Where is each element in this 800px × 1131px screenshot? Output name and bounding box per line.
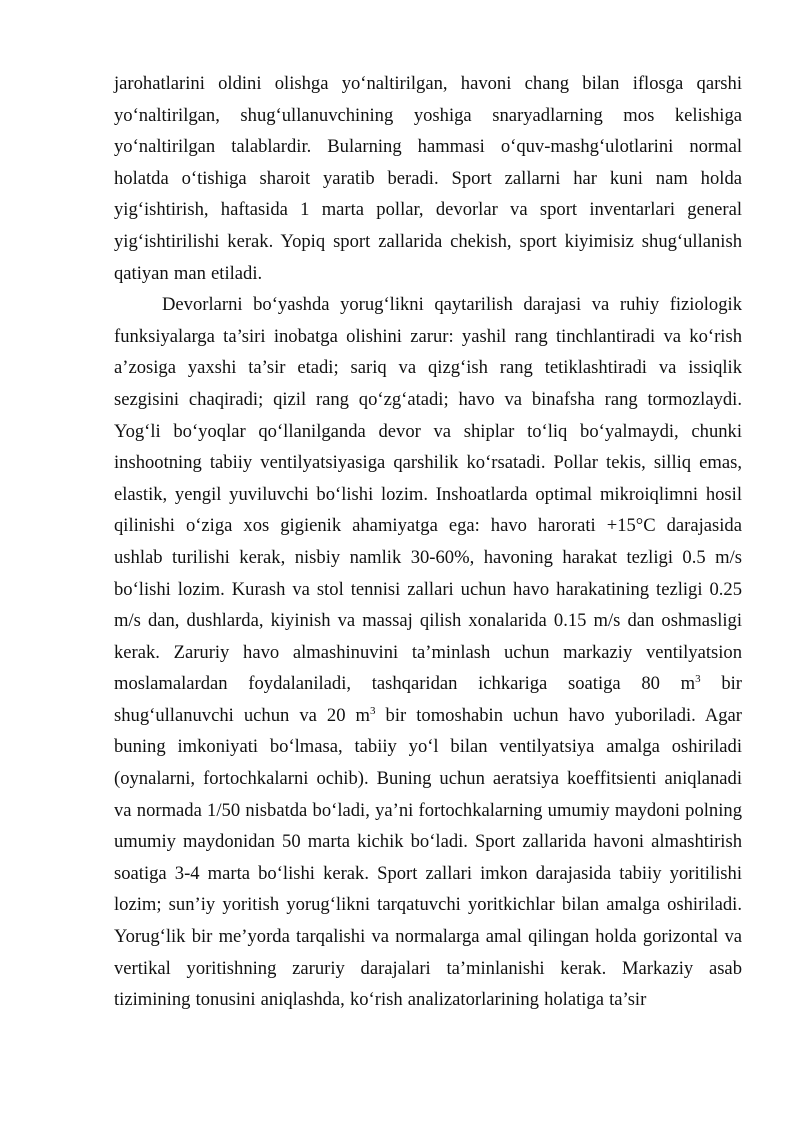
paragraph-1-text: jarohatlarini oldini olishga yo‘naltirilgan, havoni chang bilan iflosga qarshi yo‘naltirilgan, shug‘ullanuvchining yoshiga snaryadlarning mos kelishiga yo‘naltirilgan talablardir. Bularning hammasi o‘quv-mashg‘ulotlarini normal holatda o‘tishiga sharoit yaratib beradi. Sport zallarni har kuni nam holda yig‘ishtirish, haftasida 1 marta pollar, devorlar va sport inventarlari general yig‘ishtirilishi kerak. Yopiq sport zallarida chekish, sport kiyimisiz shug‘ullanish qatiyan man etiladi. — [114, 73, 742, 284]
document-page — [114, 68, 742, 1016]
paragraph-2-text-part-3: bir tomoshabin uchun havo yuboriladi. Agar buning imkoniyati bo‘lmasa, tabiiy yo‘l bilan ventilyatsiya amalga oshiriladi (oynalarni, fortochkalarni ochib). Buning uchun aeratsiya koeffitsienti aniqlanadi va normada 1/50 nisbatda bo‘ladi, ya’ni fortochkalarning umumiy maydoni polning umumiy maydonidan 50 marta kichik bo‘ladi. Sport zallarida havoni almashtirish soatiga 3-4 marta bo‘lishi kerak. Sport zallari imkon darajasida tabiiy yoritilishi lozim; sun’iy yoritish yorug‘likni tarqatuvchi yoritkichlar bilan amalga oshiriladi. Yorug‘lik bir me’yorda tarqalishi va normalarga amal qilingan holda gorizontal va vertikal yoritishning zaruriy darajalari ta’minlanishi kerak. Markaziy asab tizimining tonusini aniqlashda, ko‘rish analizatorlarining holatiga ta’sir — [114, 704, 742, 1011]
paragraph-2-text-part-2: bir shug‘ullanuvchi uchun va 20 m — [114, 673, 742, 726]
superscript-cubic-1: 3 — [695, 673, 701, 686]
superscript-cubic-2: 3 — [370, 704, 376, 717]
paragraph-2 — [114, 289, 742, 1016]
paragraph-2-text-part-1: Devorlarni bo‘yashda yorug‘likni qaytarilish darajasi va ruhiy fiziologik funksiyalarga ta’siri inobatga olishini zarur: yashil rang tinchlantiradi va ko‘rish a’zosiga yaxshi ta’sir etadi; sariq va qizg‘ish rang tetiklashtiradi va issiqlik sezgisini chaqiradi; qizil rang qo‘zg‘atadi; havo va binafsha rang tormozlaydi. Yog‘li bo‘yoqlar qo‘llanilganda devor va shiplar to‘liq bo‘yalmaydi, chunki inshootning tabiiy ventilyatsiyasiga qarshilik ko‘rsatadi. Pollar tekis, silliq emas, elastik, yengil yuviluvchi bo‘lishi lozim. Inshoatlarda optimal mikroiqlimni hosil qilinishi o‘ziga xos gigienik ahamiyatga ega: havo harorati +15°C darajasida ushlab turilishi kerak, nisbiy namlik 30-60%, havoning harakat tezligi 0.5 m/s bo‘lishi lozim. Kurash va stol tennisi zallari uchun havo harakatining tezligi 0.25 m/s dan, dushlarda, kiyinish va massaj qilish xonalarida 0.15 m/s dan oshmasligi kerak. Zaruriy havo almashinuvini ta’minlash uchun markaziy ventilyatsion moslamalardan foydalaniladi, tashqaridan ichkariga soatiga 80 m — [114, 294, 742, 695]
paragraph-1 — [114, 68, 742, 289]
